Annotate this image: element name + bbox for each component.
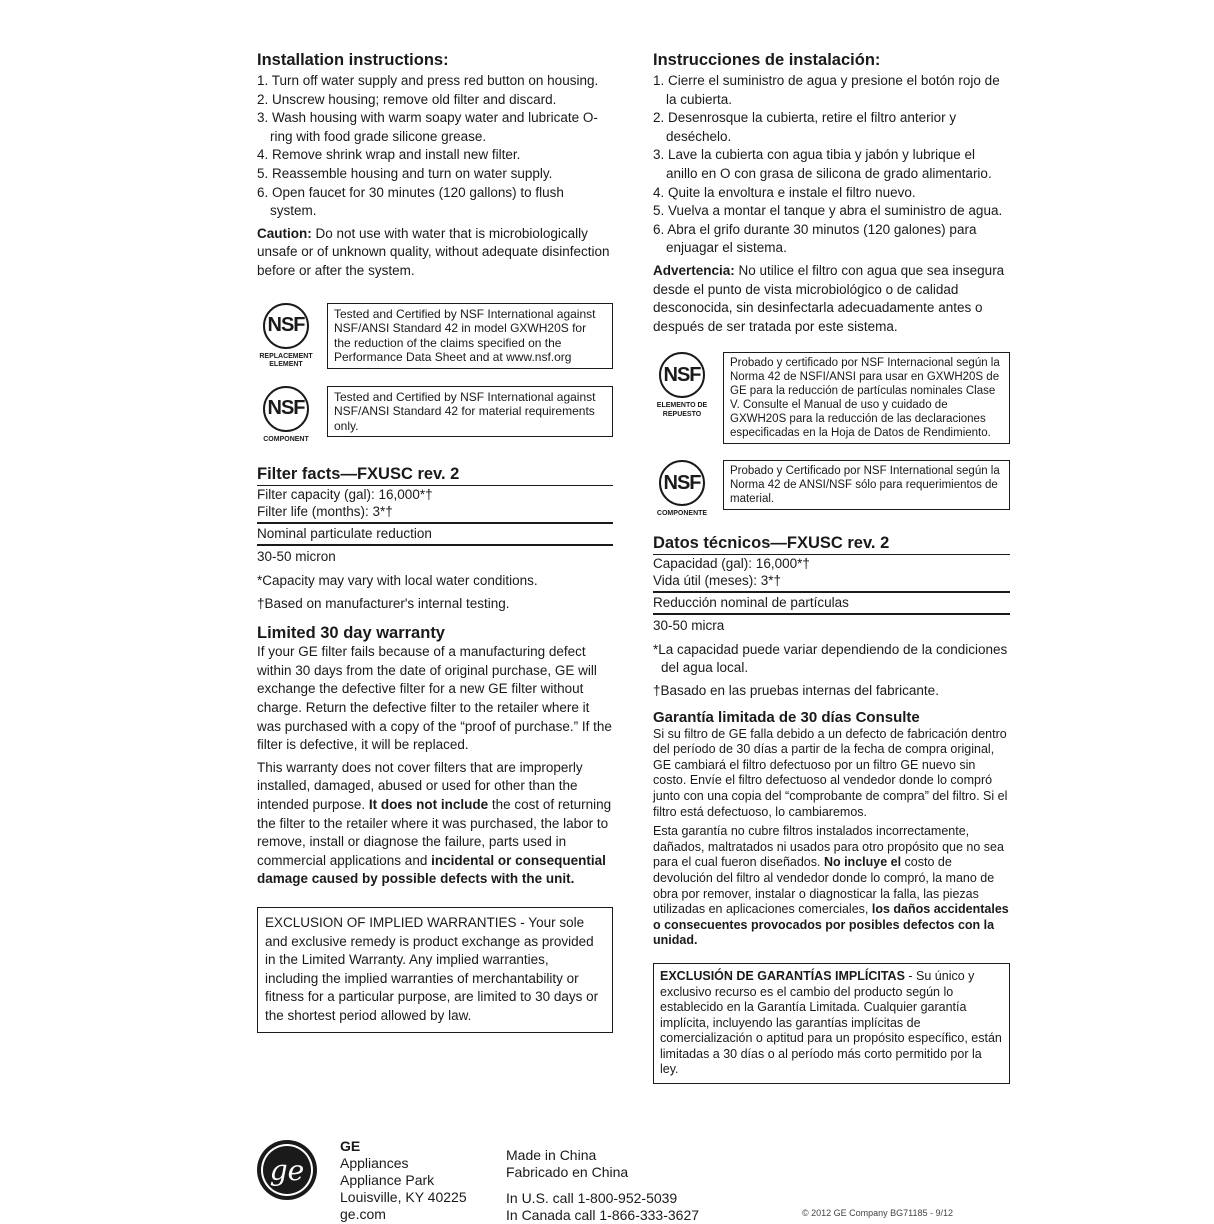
nsf-caption: REPLACEMENT ELEMENT <box>259 352 313 369</box>
install-step: 3. Wash housing with warm soapy water and lubricate O-ring with food grade silicone grease. <box>257 110 598 144</box>
nsf-cert-component <box>653 460 1010 519</box>
warranty-paragraph-1: If your GE filter fails because of a manufacturing defect within 30 days from the date of original purchase, GE will exchange the defective filter for a new GE filter without charge. Return the defective filter to the retailer where it was purchased with a copy of the “proof of purchase.” If the filter is defective, it will be replaced. <box>257 644 612 753</box>
filter-facts-title: Datos técnicos—FXUSC rev. 2 <box>653 533 1010 555</box>
nsf-cert-replacement <box>653 352 1010 444</box>
filter-life: Vida útil (meses): 3*† <box>653 572 782 588</box>
install-step: 2. Unscrew housing; remove old filter and discard. <box>257 91 557 107</box>
install-steps <box>257 72 613 221</box>
address-line: Appliances <box>340 1155 409 1171</box>
warranty-title: Limited 30 day warranty <box>257 624 445 643</box>
made-in-en: Made in China <box>506 1147 597 1163</box>
filter-capacity: Filter capacity (gal): 16,000*† <box>257 487 433 503</box>
install-step: 2. Desenrosque la cubierta, retire el filtro anterior y deséchelo. <box>653 110 957 144</box>
exclusion-label: EXCLUSIÓN DE GARANTÍAS IMPLÍCITAS <box>660 968 905 983</box>
footnote-capacity: *La capacidad puede variar dependiendo de la condiciones del agua local. <box>653 641 1008 676</box>
warranty-bold: It does not include <box>368 796 489 812</box>
nsf-caption: COMPONENTE <box>656 510 708 518</box>
footer <box>0 1138 1214 1223</box>
phone-canada: In Canada call 1-866-333-3627 <box>506 1207 700 1223</box>
exclusion-text: - Su único y exclusivo recurso es el cambio del producto según lo establecido en la Garantía Limitada. Cualquier garantía implícita, incluyendo las garantías implícitas de comercialización o aptitud para un propósito específico, están limitadas a 30 días o al período más corto permitido por la ley. <box>660 968 1002 1077</box>
install-step: 1. Turn off water supply and press red button on housing. <box>257 73 599 88</box>
install-title: Instrucciones de instalación: <box>653 51 881 69</box>
install-step: 3. Lave la cubierta con agua tibia y jabón y lubrique el anillo en O con grasa de silicona de grado alimentario. <box>653 147 992 181</box>
made-in <box>506 1147 628 1181</box>
micron-value: 30-50 micra <box>653 617 725 633</box>
filter-life: Filter life (months): 3*† <box>257 504 393 520</box>
svg-text:ge: ge <box>269 1154 305 1187</box>
warranty-title: Garantía limitada de 30 días Consulte <box>653 708 920 726</box>
nsf-mark-icon: NSF <box>659 460 705 506</box>
ge-address <box>340 1138 467 1223</box>
nsf-caption: ELEMENTO DE REPUESTO <box>656 402 708 418</box>
nsf-logo <box>257 303 315 370</box>
install-step: 4. Remove shrink wrap and install new filter. <box>257 147 521 163</box>
made-in-es: Fabricado en China <box>506 1164 629 1180</box>
caution-text: No utilice el filtro con agua que sea insegura desde el punto de vista microbiológico o de calidad desconocida, sin desinfectarla adecuadamente antes o después de ser tratada por este sistema. <box>653 262 1005 334</box>
warranty-text: Esta garantía no cubre filtros instalados incorrectamente, dañados, maltratados ni usados para otro propósito que no sea para el cual fueron diseñados. <box>653 824 1004 870</box>
nominal-reduction-label: Nominal particulate reduction <box>257 524 613 546</box>
nsf-logo <box>257 386 315 445</box>
warranty-paragraph-2 <box>653 824 1010 949</box>
nominal-reduction-label: Reducción nominal de partículas <box>653 593 1010 615</box>
install-steps <box>653 72 1010 258</box>
footnote-testing: †Based on manufacturer's internal testing. <box>257 595 510 611</box>
install-step: 6. Open faucet for 30 minutes (120 gallons) to flush system. <box>257 184 564 219</box>
warranty-text: This warranty does not cover filters that are improperly installed, damaged, abused or used for other than the intended purpose. <box>257 759 583 812</box>
warranty-bold: No incluye el <box>823 855 902 870</box>
nsf-mark-icon: NSF <box>263 386 309 432</box>
nsf-mark-icon: NSF <box>263 303 309 349</box>
warranty-bold: los daños accidentales o consecuentes provocados por posibles defectos con la unidad. <box>653 902 1009 948</box>
nsf-logo <box>653 460 711 519</box>
install-step: 6. Abra el grifo durante 30 minutos (120 galones) para enjuagar el sistema. <box>653 221 977 256</box>
nsf-caption: COMPONENT <box>263 435 309 443</box>
nsf-mark-icon: NSF <box>659 352 705 398</box>
spanish-column <box>653 50 1010 1084</box>
phone-us: In U.S. call 1-800-952-5039 <box>506 1190 678 1206</box>
install-title: Installation instructions: <box>257 51 449 69</box>
exclusion-box <box>653 963 1010 1084</box>
caution-label: Caution: <box>257 225 312 241</box>
warranty-paragraph-1: Si su filtro de GE falla debido a un defecto de fabricación dentro del período de 30 días a partir de la fecha de compra original, GE cambiará el filtro defectuoso por un filtro GE nuevo sin costo. Envíe el filtro defectuoso al vendedor donde lo compró junto con una copia del “comprobante de compra” del filtro. Si el filtro está defectuoso, lo cambiaremos. <box>653 726 1008 819</box>
exclusion-label: EXCLUSION OF IMPLIED WARRANTIES <box>265 914 517 930</box>
filter-capacity: Capacidad (gal): 16,000*† <box>653 555 810 571</box>
website: ge.com <box>340 1206 386 1222</box>
micron-value: 30-50 micron <box>257 549 336 565</box>
nsf-cert-text: Tested and Certified by NSF International against NSF/ANSI Standard 42 in model GXWH20S for the reduction of the claims specified on the Performance Data Sheet and at www.nsf.org <box>327 303 613 369</box>
caution-paragraph <box>257 225 613 281</box>
warranty-text: costo de devolución del filtro al vendedor donde lo compró, la mano de obra por remover, instalar o diagnosticar la falla, las piezas utilizadas en aplicaciones comerciales, <box>653 855 995 917</box>
nsf-cert-text: Tested and Certified by NSF International against NSF/ANSI Standard 42 for material requirements only. <box>327 386 613 438</box>
install-step: 5. Reassemble housing and turn on water supply. <box>257 165 553 181</box>
nsf-logo <box>653 352 711 419</box>
ge-brand: GE <box>340 1138 361 1154</box>
exclusion-text: - Your sole and exclusive remedy is product exchange as provided in the Limited Warranty. Any implied warranties, including the implied warranties of merchantability or fitness for a particular purpose, are limited to 30 days or the shortest period allowed by law. <box>265 914 599 1023</box>
address-line: Louisville, KY 40225 <box>340 1189 467 1205</box>
install-step: 1. Cierre el suministro de agua y presione el botón rojo de la cubierta. <box>653 73 1000 107</box>
nsf-cert-text: Probado y Certificado por NSF International según la Norma 42 de ANSI/NSF sólo para requerimientos de material. <box>723 460 1010 510</box>
exclusion-box <box>257 907 613 1033</box>
warranty-text: the cost of returning the filter to the retailer where it was purchased, the labor to remove, install or diagnose the failure, parts used in commercial applications and <box>257 796 612 868</box>
english-column <box>257 50 613 1033</box>
ge-monogram-icon <box>255 1138 319 1202</box>
copyright: © 2012 GE Company BG71185 - 9/12 <box>802 1208 954 1218</box>
install-step: 5. Vuelva a montar el tanque y abra el suministro de agua. <box>653 203 1003 219</box>
install-step: 4. Quite la envoltura e instale el filtro nuevo. <box>653 184 916 200</box>
caution-paragraph <box>653 262 1010 336</box>
caution-label: Advertencia: <box>653 262 735 278</box>
address-line: Appliance Park <box>340 1172 435 1188</box>
footnote-testing: †Basado en las pruebas internas del fabricante. <box>653 683 939 698</box>
nsf-cert-replacement <box>257 303 613 370</box>
footnote-capacity: *Capacity may vary with local water conditions. <box>257 573 538 589</box>
nsf-cert-component <box>257 386 613 445</box>
warranty-paragraph-2 <box>257 759 613 889</box>
phone-numbers <box>506 1190 699 1224</box>
nsf-cert-text: Probado y certificado por NSF Internacional según la Norma 42 de NSFI/ANSI para usar en GXWH20S de GE para la reducción de partículas nominales Clase V. Consulte el Manual de uso y cuidado de GXWH20S para la reducción de las declaraciones especificadas en la Hoja de Datos de Rendimiento. <box>723 352 1010 444</box>
filter-facts-title: Filter facts—FXUSC rev. 2 <box>257 464 613 486</box>
caution-text: Do not use with water that is microbiologically unsafe or of unknown quality, without adequate disinfection before or after the system. <box>257 225 610 278</box>
warranty-bold: incidental or consequential damage caused by possible defects with the unit. <box>257 852 606 887</box>
